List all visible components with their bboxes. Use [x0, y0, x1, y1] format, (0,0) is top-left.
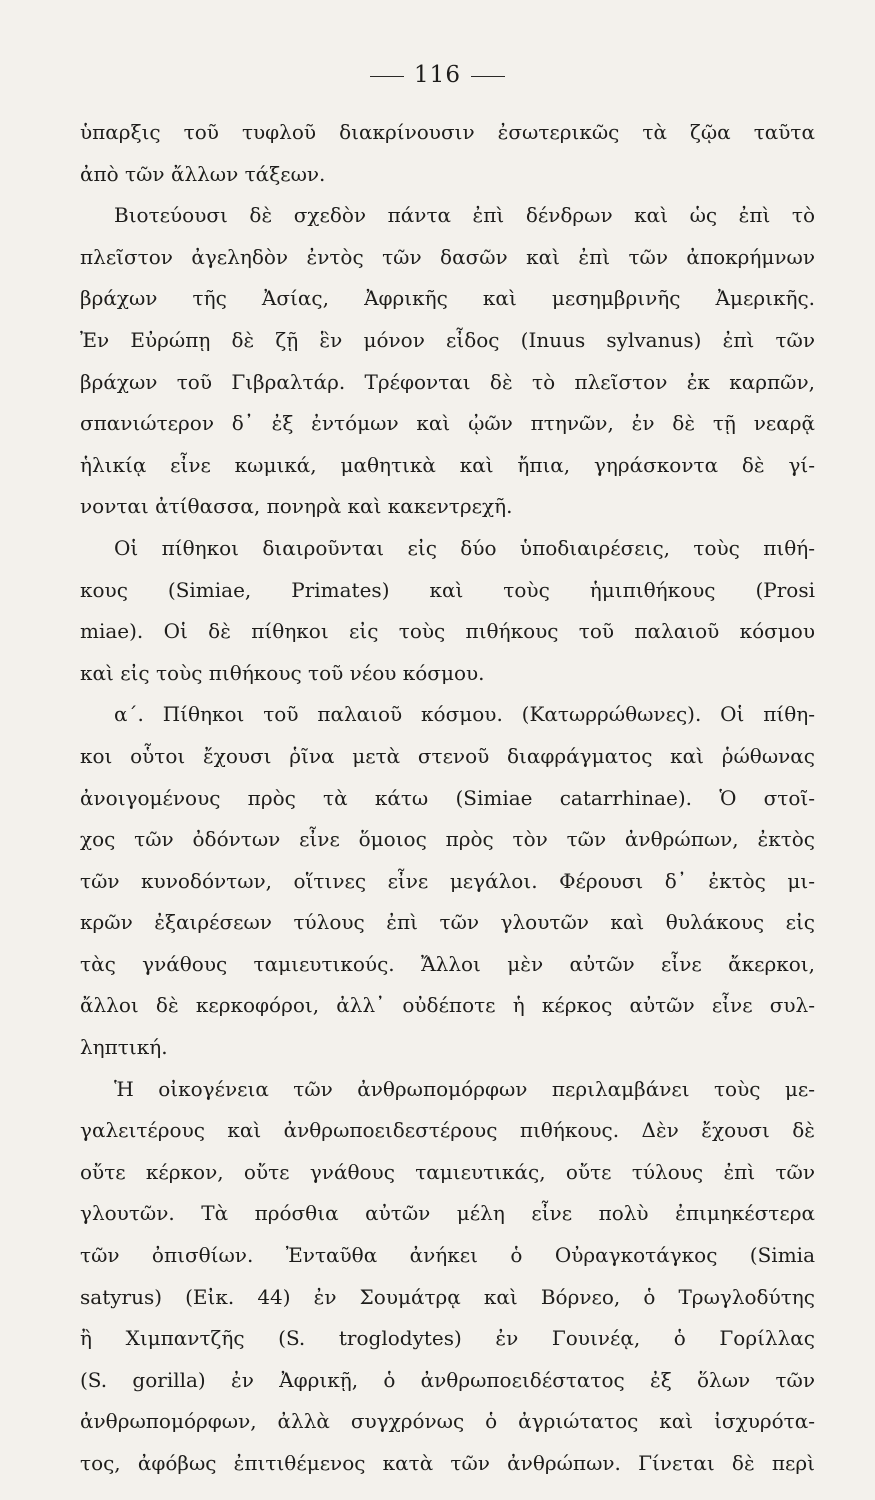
page-number-text: 116	[414, 62, 461, 88]
text-line: miae). Οἱ δὲ πίθηκοι εἰς τοὺς πιθήκους τοῦ παλαιοῦ κόσμου	[80, 619, 815, 644]
text-line: βράχων τῆς Ἀσίας, Ἀφρικῆς καὶ μεσημβρινῆς Ἀμερικῆς.	[80, 286, 815, 311]
text-line: ἀνθρωπομόρφων, ἀλλὰ συγχρόνως ὁ ἀγριώτατος καὶ ἰσχυρότα-	[80, 1409, 815, 1434]
text-line: βράχων τοῦ Γιβραλτάρ. Τρέφονται δὲ τὸ πλεῖστον ἐκ καρπῶν,	[80, 369, 815, 394]
text-line: τῶν κυνοδόντων, οἵτινες εἶνε μεγάλοι. Φέρουσι δ᾽ ἐκτὸς μι-	[80, 868, 815, 893]
text-line: ἀπὸ τῶν ἄλλων τάξεων.	[80, 161, 326, 186]
text-line: γαλειτέρους καὶ ἀνθρωποειδεστέρους πιθήκους. Δὲν ἔχουσι δὲ	[80, 1118, 815, 1143]
text-line: satyrus) (Εἰκ. 44) ἐν Σουμάτρᾳ καὶ Βόρνεο, ὁ Τρωγλοδύτης	[80, 1284, 815, 1309]
text-line: Οἱ πίθηκοι διαιροῦνται εἰς δύο ὑποδιαιρέσεις, τοὺς πιθή-	[114, 535, 815, 560]
text-line: ἡλικίᾳ εἶνε κωμικά, μαθητικὰ καὶ ἤπια, γηράσκοντα δὲ γί-	[80, 452, 815, 477]
text-line: νονται ἀτίθασσα, πονηρὰ καὶ κακεντρεχῆ.	[80, 494, 513, 519]
text-line: οὔτε κέρκον, οὔτε γνάθους ταμιευτικάς, οὔτε τύλους ἐπὶ τῶν	[80, 1159, 815, 1184]
text-line: σπανιώτερον δ᾽ ἐξ ἐντόμων καὶ ᾠῶν πτηνῶν, ἐν δὲ τῇ νεαρᾷ	[80, 411, 815, 436]
text-line: κοι οὗτοι ἔχουσι ῥῖνα μετὰ στενοῦ διαφράγματος καὶ ῥώθωνας	[80, 743, 815, 768]
dash-left	[370, 76, 404, 77]
text-line: τῶν ὀπισθίων. Ἐνταῦθα ἀνήκει ὁ Οὐραγκοτάγκος (Simia	[80, 1243, 815, 1268]
text-line: ἢ Χιμπαντζῆς (S. troglodytes) ἐν Γουινέᾳ, ὁ Γορίλλας	[80, 1326, 815, 1351]
text-line: Βιοτεύουσι δὲ σχεδὸν πάντα ἐπὶ δένδρων καὶ ὡς ἐπὶ τὸ	[114, 203, 815, 228]
dash-right	[471, 76, 505, 77]
page-number	[0, 62, 875, 88]
body-text	[80, 112, 815, 1485]
text-line: γλουτῶν. Τὰ πρόσθια αὐτῶν μέλη εἶνε πολὺ ἐπιμηκέστερα	[80, 1201, 815, 1226]
text-line: ὑπαρξις τοῦ τυφλοῦ διακρίνουσιν ἐσωτερικῶς τὰ ζῷα ταῦτα	[80, 120, 815, 144]
text-line: Ἐν Εὐρώπῃ δὲ ζῇ ἓν μόνον εἶδος (Inuus sylvanus) ἐπὶ τῶν	[80, 327, 815, 352]
text-line: τὰς γνάθους ταμιευτικούς. Ἄλλοι μὲν αὐτῶν εἶνε ἄκερκοι,	[80, 951, 815, 976]
text-line: καὶ εἰς τοὺς πιθήκους τοῦ νέου κόσμου.	[80, 660, 485, 685]
text-line: κους (Simiae, Primates) καὶ τοὺς ἡμιπιθήκους (Prosi	[80, 577, 815, 602]
text-line: χος τῶν ὀδόντων εἶνε ὅμοιος πρὸς τὸν τῶν ἀνθρώπων, ἐκτὸς	[80, 827, 815, 852]
text-line: ἄλλοι δὲ κερκοφόροι, ἀλλ᾽ οὐδέποτε ἡ κέρκος αὐτῶν εἶνε συλ-	[80, 993, 815, 1018]
text-line: α΄. Πίθηκοι τοῦ παλαιοῦ κόσμου. (Κατωρρώθωνες). Οἱ πίθη-	[114, 702, 815, 727]
text-line: Ἡ οἰκογένεια τῶν ἀνθρωπομόρφων περιλαμβάνει τοὺς με-	[114, 1076, 815, 1101]
text-line: ληπτική.	[80, 1035, 168, 1060]
text-line: πλεῖστον ἀγεληδὸν ἐντὸς τῶν δασῶν καὶ ἐπὶ τῶν ἀποκρήμνων	[80, 244, 815, 269]
text-line: κρῶν ἐξαιρέσεων τύλους ἐπὶ τῶν γλουτῶν καὶ θυλάκους εἰς	[80, 910, 815, 935]
text-line: τος, ἀφόβως ἐπιτιθέμενος κατὰ τῶν ἀνθρώπων. Γίνεται δὲ περὶ	[80, 1451, 815, 1475]
text-line: (S. gorilla) ἐν Ἀφρικῇ, ὁ ἀνθρωποειδέστατος ἐξ ὅλων τῶν	[80, 1367, 815, 1392]
text-line: ἀνοιγομένους πρὸς τὰ κάτω (Simiae catarrhinae). Ὁ στοῖ-	[80, 785, 815, 810]
